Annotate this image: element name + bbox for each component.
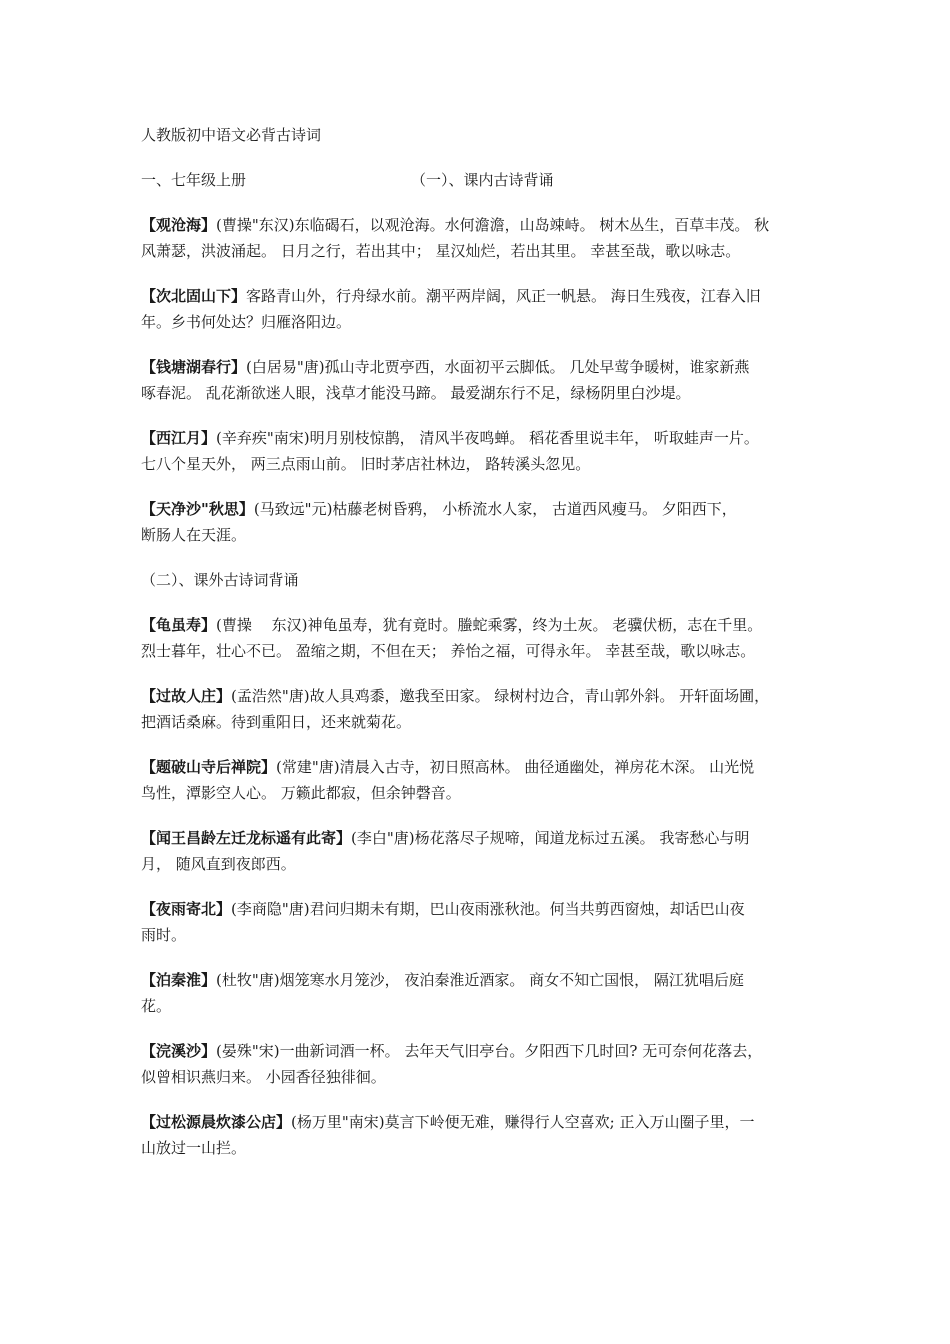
poem-line <box>141 380 821 406</box>
poem-title: 【观沧海】 <box>141 216 217 234</box>
poem-line <box>141 1064 821 1090</box>
poem-line <box>141 780 821 806</box>
poem-block <box>141 425 821 477</box>
poem-line <box>141 922 821 948</box>
poem-text: 七八个星天外， 两三点雨山前。 旧时茅店社林边， 路转溪头忽见。 <box>141 455 591 473</box>
section-heading-row <box>141 167 821 193</box>
poem-text: 啄春泥。 乱花渐欲迷人眼，浅草才能没马蹄。 最爱湖东行不足，绿杨阴里白沙堤。 <box>141 384 691 402</box>
poem-line <box>141 896 821 922</box>
poem-line <box>141 683 821 709</box>
poem-title: 【夜雨寄北】 <box>141 900 232 918</box>
inclass-poem-list <box>141 212 821 548</box>
poem-text: (曹操 东汉)神龟虽寿，犹有竟时。螣蛇乘雾，终为土灰。 老骥伏枥，志在千里。 <box>216 616 763 634</box>
poem-block <box>141 612 821 664</box>
poem-line <box>141 496 821 522</box>
poem-text: 客路青山外，行舟绿水前。潮平两岸阔，风正一帆悬。 海日生残夜，江春入旧 <box>246 287 761 305</box>
poem-title: 【闻王昌龄左迁龙标遥有此寄】 <box>141 829 352 847</box>
document-title: 人教版初中语文必背古诗词 <box>141 126 322 144</box>
extra-poem-list <box>141 612 821 1161</box>
poem-title: 【龟虽寿】 <box>141 616 217 634</box>
poem-text: 似曾相识燕归来。 小园香径独徘徊。 <box>141 1068 386 1086</box>
poem-block <box>141 825 821 877</box>
poem-line <box>141 851 821 877</box>
poem-text: 花。 <box>141 997 172 1015</box>
poem-text: (常建"唐)清晨入古寺，初日照高林。 曲径通幽处，禅房花木深。 山光悦 <box>276 758 755 776</box>
poem-title: 【泊秦淮】 <box>141 971 217 989</box>
poem-line <box>141 709 821 735</box>
inclass-heading: （一）、课内古诗背诵 <box>411 171 554 189</box>
poem-block <box>141 683 821 735</box>
poem-text: (辛弃疾"南宋)明月别枝惊鹊， 清风半夜鸣蝉。 稻花香里说丰年， 听取蛙声一片。 <box>216 429 759 447</box>
poem-text: 鸟性，潭影空人心。 万籁此都寂，但余钟磬音。 <box>141 784 461 802</box>
poem-title: 【过故人庄】 <box>141 687 232 705</box>
extra-heading: （二）、课外古诗词背诵 <box>141 571 299 589</box>
poem-line <box>141 638 821 664</box>
poem-line <box>141 967 821 993</box>
poem-block <box>141 212 821 264</box>
poem-text: (白居易"唐)孤山寺北贾亭西，水面初平云脚低。 几处早莺争暖树，谁家新燕 <box>246 358 750 376</box>
poem-text: (晏殊"宋)一曲新词酒一杯。 去年天气旧亭台。夕阳西下几时回? 无可奈何花落去， <box>216 1042 763 1060</box>
poem-block <box>141 283 821 335</box>
poem-text: (孟浩然"唐)故人具鸡黍，邀我至田家。 绿树村边合，青山郭外斜。 开轩面场圃， <box>231 687 770 705</box>
poem-text: (李商隐"唐)君问归期未有期，巴山夜雨涨秋池。何当共剪西窗烛，却话巴山夜 <box>231 900 745 918</box>
poem-text: 烈士暮年，壮心不已。 盈缩之期，不但在天； 养怡之福，可得永年。 幸甚至哉，歌以咏志。 <box>141 642 756 660</box>
poem-text: 雨时。 <box>141 926 187 944</box>
poem-title: 【钱塘湖春行】 <box>141 358 247 376</box>
poem-title: 【过松源晨炊漆公店】 <box>141 1113 292 1131</box>
poem-block <box>141 967 821 1019</box>
poem-text: (杨万里"南宋)莫言下岭便无难，赚得行人空喜欢; 正入万山圈子里，一 <box>291 1113 755 1131</box>
poem-text: 山放过一山拦。 <box>141 1139 247 1157</box>
grade-heading: 一、七年级上册 <box>141 171 247 189</box>
poem-block <box>141 1109 821 1161</box>
poem-text: 风萧瑟，洪波涌起。 日月之行，若出其中； 星汉灿烂，若出其里。 幸甚至哉，歌以咏志。 <box>141 242 741 260</box>
poem-text: (李白"唐)杨花落尽子规啼，闻道龙标过五溪。 我寄愁心与明 <box>351 829 750 847</box>
poem-text: 年。乡书何处达？归雁洛阳边。 <box>141 313 352 331</box>
poem-line <box>141 993 821 1019</box>
poem-text: (马致远"元)枯藤老树昏鸦， 小桥流水人家， 古道西风瘦马。 夕阳西下， <box>253 500 737 518</box>
poem-text: 把酒话桑麻。待到重阳日，还来就菊花。 <box>141 713 412 731</box>
poem-line <box>141 1135 821 1161</box>
poem-line <box>141 612 821 638</box>
poem-block <box>141 354 821 406</box>
poem-line <box>141 283 821 309</box>
poem-line <box>141 451 821 477</box>
document-content <box>141 122 821 1180</box>
poem-block <box>141 1038 821 1090</box>
poem-text: (杜牧"唐)烟笼寒水月笼沙， 夜泊秦淮近酒家。 商女不知亡国恨， 隔江犹唱后庭 <box>216 971 744 989</box>
poem-title: 【天净沙"秋思】 <box>141 500 254 518</box>
poem-line <box>141 1038 821 1064</box>
poem-line <box>141 825 821 851</box>
poem-line <box>141 425 821 451</box>
poem-text: 月， 随风直到夜郎西。 <box>141 855 296 873</box>
poem-title: 【浣溪沙】 <box>141 1042 217 1060</box>
poem-text: 断肠人在天涯。 <box>141 526 247 544</box>
poem-line <box>141 238 821 264</box>
poem-line <box>141 754 821 780</box>
poem-line <box>141 212 821 238</box>
poem-title: 【西江月】 <box>141 429 217 447</box>
poem-line <box>141 1109 821 1135</box>
poem-block <box>141 754 821 806</box>
poem-line <box>141 522 821 548</box>
poem-line <box>141 309 821 335</box>
poem-text: (曹操"东汉)东临碣石，以观沧海。水何澹澹，山岛竦峙。 树木丛生，百草丰茂。 秋 <box>216 216 770 234</box>
poem-block <box>141 496 821 548</box>
poem-line <box>141 354 821 380</box>
poem-block <box>141 896 821 948</box>
poem-title: 【次北固山下】 <box>141 287 247 305</box>
poem-title: 【题破山寺后禅院】 <box>141 758 277 776</box>
